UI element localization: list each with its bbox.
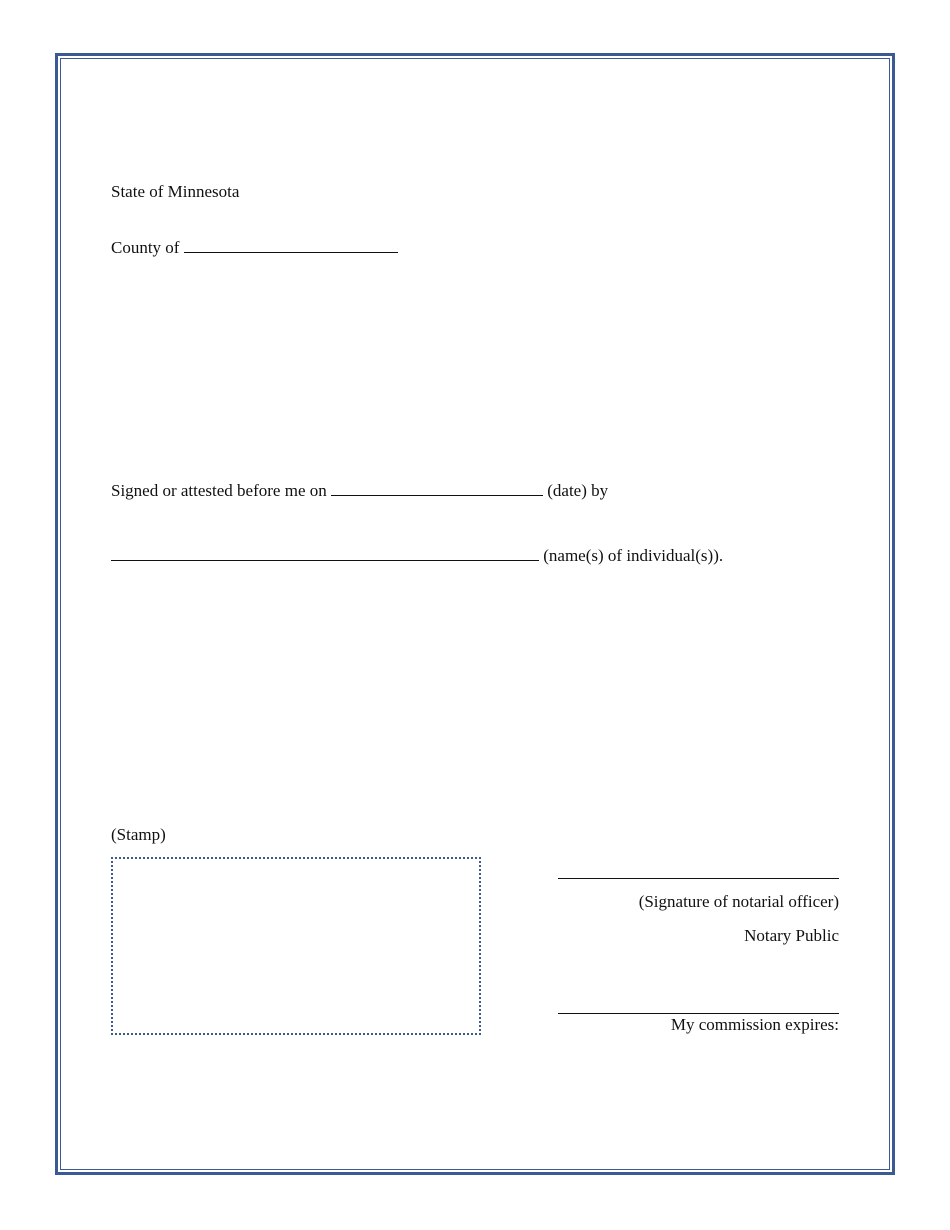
state-line: State of Minnesota	[111, 182, 240, 201]
commission-caption: My commission expires:	[670, 1015, 839, 1034]
title-caption: Notary Public	[744, 926, 839, 945]
names-suffix: (name(s) of individual(s)).	[543, 546, 724, 565]
date-suffix: (date) by	[547, 481, 609, 500]
stamp-box	[111, 857, 481, 1035]
signed-line	[111, 481, 608, 501]
county-label: County of	[111, 238, 180, 257]
names-blank[interactable]	[111, 546, 539, 561]
county-line	[111, 238, 398, 258]
date-blank[interactable]	[331, 481, 543, 496]
commission-line[interactable]	[558, 1013, 839, 1014]
names-line	[111, 546, 723, 566]
signature-line[interactable]	[558, 878, 839, 879]
stamp-label: (Stamp)	[111, 825, 166, 844]
signed-label: Signed or attested before me on	[111, 481, 327, 500]
county-blank[interactable]	[184, 238, 398, 253]
signature-caption: (Signature of notarial officer)	[638, 892, 839, 911]
